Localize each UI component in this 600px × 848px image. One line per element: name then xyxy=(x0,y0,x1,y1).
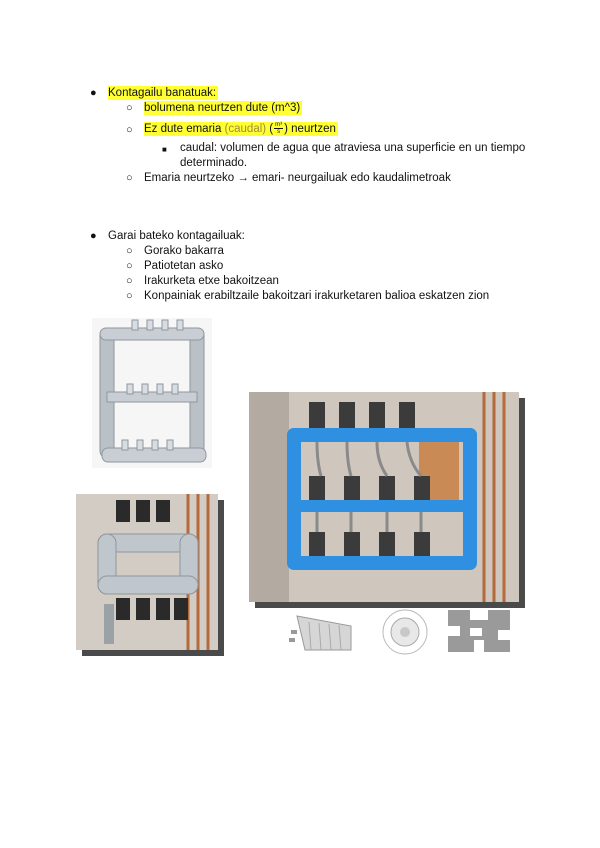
university-logo-a xyxy=(285,610,355,654)
ehu-logo xyxy=(444,606,514,656)
section2-title: Garai bateko kontagailuak: xyxy=(108,230,245,242)
bullet-icon: ● xyxy=(90,87,97,99)
caudal-definition-line2: determinado. xyxy=(180,157,248,169)
section1-title: Kontagailu banatuak: xyxy=(108,87,217,99)
section1-item-3: Emaria neurtzeko → emari- neurgailuak edo kaudalimetroak xyxy=(144,172,451,184)
bullet-icon: ○ xyxy=(126,245,133,257)
flow-unit-fraction: $\frac{\text{m³}}{s}$ xyxy=(275,122,283,136)
caudal-term: (caudal) xyxy=(224,123,267,135)
bullet-icon: ○ xyxy=(126,102,133,114)
bullet-icon: ○ xyxy=(126,275,133,287)
bullet-icon: ○ xyxy=(126,290,133,302)
section1-item-2: Ez dute emaria (caudal) ( $\frac{\text{m³}}{s}$ ) neurtzen xyxy=(144,122,336,136)
university-seal xyxy=(376,608,434,656)
bullet-icon: ● xyxy=(90,230,97,242)
section2-item-1: Gorako bakarra xyxy=(144,245,224,257)
section2-item-3: Irakurketa etxe bakoitzean xyxy=(144,275,279,287)
bullet-icon: ○ xyxy=(126,124,133,136)
bullet-icon: ○ xyxy=(126,260,133,272)
caudal-definition-line1: caudal: volumen de agua que atraviesa una superficie en un tiempo xyxy=(180,142,526,154)
section1-item-1: bolumena neurtzen dute (m^3) xyxy=(144,102,301,114)
section2-item-4: Konpainiak erabiltzaile bakoitzari irakurketaren balioa eskatzen zion xyxy=(144,290,490,302)
blue-manifold-photo xyxy=(249,392,519,602)
meter-manifold-photo xyxy=(76,494,218,650)
bullet-icon: ○ xyxy=(126,172,133,184)
bullet-icon: ■ xyxy=(162,145,167,154)
steel-manifold-photo xyxy=(92,318,212,468)
section2-item-2: Patiotetan asko xyxy=(144,260,224,272)
